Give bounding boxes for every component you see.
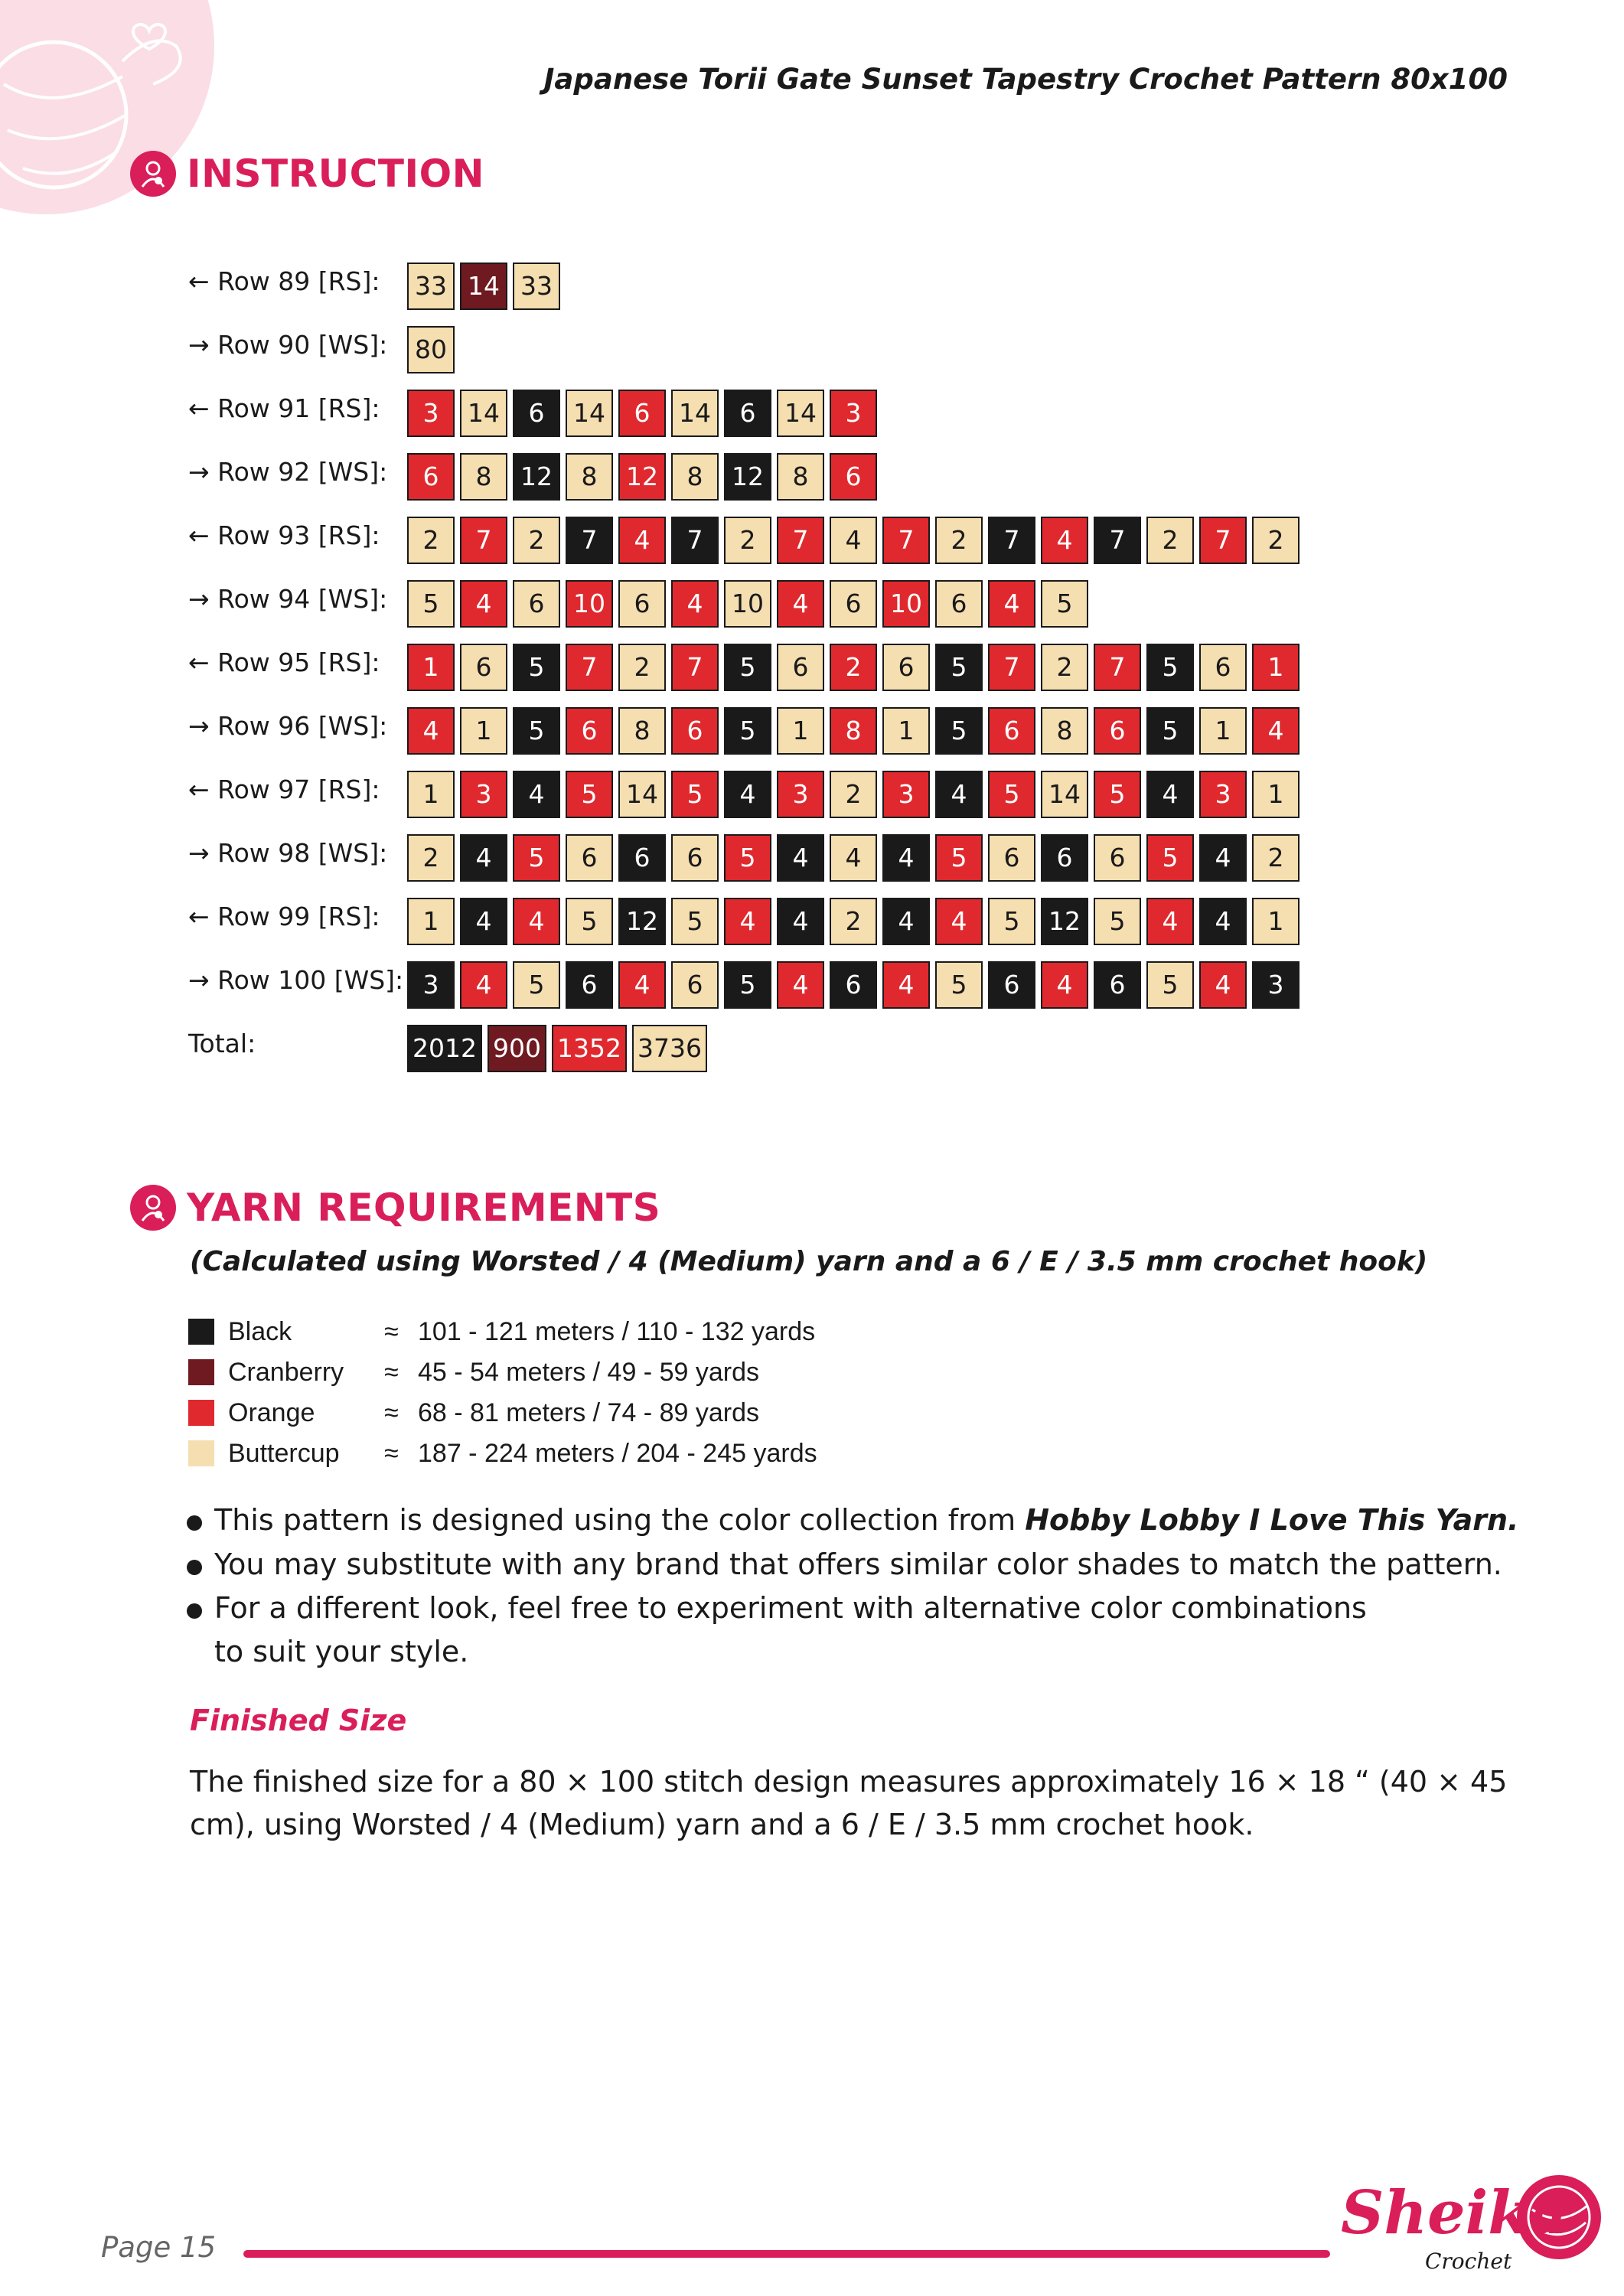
- stitch-cell-black: 12: [618, 898, 666, 945]
- yarn-color-name: Black: [228, 1317, 292, 1346]
- note-text: For a different look, feel free to experiment with alternative color combinations to suit your style.: [214, 1591, 1367, 1668]
- stitch-cell-buttercup: 6: [671, 834, 719, 882]
- stitch-cell-black: 6: [566, 961, 613, 1009]
- stitch-cell-orange: 5: [1146, 834, 1194, 882]
- stitch-cell-orange: 6: [830, 453, 877, 501]
- stitch-cell-orange: 1352: [552, 1025, 627, 1072]
- stitch-cell-orange: 7: [882, 517, 930, 564]
- stitch-cell-orange: 4: [1146, 898, 1194, 945]
- stitch-cell-buttercup: 2: [935, 517, 983, 564]
- yarn-amount: 68 - 81 meters / 74 - 89 yards: [418, 1398, 759, 1427]
- stitch-cell-orange: 3: [777, 771, 824, 818]
- stitch-cell-buttercup: 14: [460, 390, 507, 437]
- instruction-heading: [130, 151, 484, 197]
- stitch-cell-buttercup: 5: [407, 580, 455, 628]
- stitch-cell-orange: 4: [988, 580, 1035, 628]
- stitch-cell-buttercup: 14: [618, 771, 666, 818]
- stitch-cell-buttercup: 1: [460, 707, 507, 755]
- stitch-cell-buttercup: 6: [935, 580, 983, 628]
- stitch-cell-buttercup: 2: [407, 517, 455, 564]
- stitch-cell-orange: 1: [1252, 644, 1300, 691]
- crochet-person-icon: [130, 151, 176, 197]
- stitch-cell-orange: 2: [830, 644, 877, 691]
- approx-symbol: ≈: [384, 1317, 399, 1346]
- stitch-cell-black: 5: [724, 707, 771, 755]
- stitch-cell-buttercup: 5: [671, 898, 719, 945]
- stitch-cell-black: 4: [882, 898, 930, 945]
- stitch-cell-orange: 4: [777, 961, 824, 1009]
- stitch-cell-black: 4: [1146, 771, 1194, 818]
- stitch-cell-buttercup: 1: [407, 771, 455, 818]
- stitch-cell-orange: 7: [566, 644, 613, 691]
- finished-size-text: The finished size for a 80 × 100 stitch design measures approximately 16 × 18 “ (40 × 45 cm), using Worsted / 4 (Medium) yarn and a 6 / E / 3.5 mm crochet hook.: [190, 1765, 1508, 1841]
- stitch-cell-buttercup: 14: [566, 390, 613, 437]
- stitch-cell-buttercup: 6: [618, 580, 666, 628]
- stitch-cell-buttercup: 6: [1199, 644, 1247, 691]
- stitch-cell-buttercup: 1: [1199, 707, 1247, 755]
- stitch-cell-buttercup: 6: [513, 580, 560, 628]
- stitch-cell-orange: 4: [1041, 517, 1088, 564]
- stitch-cell-buttercup: 5: [1146, 961, 1194, 1009]
- stitch-cell-buttercup: 5: [566, 898, 613, 945]
- stitch-cell-cranberry: 14: [460, 263, 507, 310]
- yarn-item: [188, 1313, 877, 1353]
- stitch-cell-buttercup: 14: [777, 390, 824, 437]
- row-label: ← Row 97 [RS]:: [188, 775, 380, 804]
- stitch-cells: [407, 1025, 707, 1072]
- stitch-cell-buttercup: 2: [1252, 834, 1300, 882]
- stitch-cell-buttercup: 8: [777, 453, 824, 501]
- stitch-cell-buttercup: 80: [407, 326, 455, 373]
- stitch-cell-black: 5: [724, 961, 771, 1009]
- stitch-cell-buttercup: 2: [830, 898, 877, 945]
- stitch-cell-buttercup: 1: [407, 898, 455, 945]
- stitch-cells: [407, 390, 877, 437]
- stitch-cell-buttercup: 6: [988, 834, 1035, 882]
- stitch-cell-orange: 7: [988, 644, 1035, 691]
- yarn-item: [188, 1354, 877, 1394]
- stitch-cell-black: 6: [724, 390, 771, 437]
- stitch-cell-black: 7: [671, 517, 719, 564]
- stitch-cell-buttercup: 3736: [632, 1025, 707, 1072]
- stitch-cell-black: 3: [407, 961, 455, 1009]
- stitch-cell-orange: 3: [882, 771, 930, 818]
- stitch-cell-buttercup: 6: [777, 644, 824, 691]
- stitch-cells: [407, 517, 1300, 564]
- stitch-cell-buttercup: 6: [1094, 834, 1141, 882]
- stitch-cell-buttercup: 1: [1252, 898, 1300, 945]
- stitch-cell-orange: 4: [618, 961, 666, 1009]
- stitch-cell-black: 3: [1252, 961, 1300, 1009]
- stitch-cells: [407, 580, 1088, 628]
- stitch-cell-black: 4: [777, 898, 824, 945]
- stitch-cell-black: 7: [566, 517, 613, 564]
- stitch-cell-buttercup: 2: [1146, 517, 1194, 564]
- stitch-cell-orange: 4: [460, 961, 507, 1009]
- stitch-cell-orange: 10: [882, 580, 930, 628]
- stitch-cell-orange: 4: [407, 707, 455, 755]
- stitch-cell-buttercup: 5: [988, 898, 1035, 945]
- stitch-cell-buttercup: 8: [566, 453, 613, 501]
- color-swatch: [188, 1400, 214, 1426]
- stitch-cell-buttercup: 8: [671, 453, 719, 501]
- stitch-cell-orange: 7: [1199, 517, 1247, 564]
- notes-list: [184, 1499, 1531, 1674]
- brand-name: Sheika: [1341, 2178, 1568, 2248]
- brand-subtitle: Crochet: [1425, 2249, 1512, 2274]
- yarn-item: [188, 1435, 877, 1475]
- row-label: ← Row 99 [RS]:: [188, 902, 380, 931]
- stitch-cell-black: 4: [882, 834, 930, 882]
- stitch-cell-black: 5: [513, 707, 560, 755]
- note-item: [184, 1543, 1531, 1587]
- stitch-cell-buttercup: 5: [1041, 580, 1088, 628]
- stitch-cell-black: 4: [1199, 834, 1247, 882]
- stitch-cell-buttercup: 1: [1252, 771, 1300, 818]
- stitch-cell-orange: 3: [460, 771, 507, 818]
- yarn-color-name: Orange: [228, 1398, 315, 1427]
- stitch-cells: [407, 898, 1300, 945]
- stitch-cell-orange: 4: [1199, 961, 1247, 1009]
- crochet-person-icon: [130, 1185, 176, 1231]
- yarn-amount: 45 - 54 meters / 49 - 59 yards: [418, 1358, 759, 1387]
- stitch-cell-black: 5: [724, 644, 771, 691]
- stitch-cells: [407, 453, 877, 501]
- stitch-cell-black: 12: [724, 453, 771, 501]
- stitch-cell-orange: 5: [566, 771, 613, 818]
- stitch-cell-black: 6: [513, 390, 560, 437]
- stitch-cell-orange: 4: [935, 898, 983, 945]
- stitch-cell-black: 7: [1094, 517, 1141, 564]
- row-label: → Row 92 [WS]:: [188, 457, 388, 487]
- color-swatch: [188, 1319, 214, 1345]
- stitch-cell-black: 12: [513, 453, 560, 501]
- stitch-cells: [407, 834, 1300, 882]
- row-label: → Row 96 [WS]:: [188, 711, 388, 741]
- stitch-cell-orange: 7: [1094, 644, 1141, 691]
- stitch-cell-buttercup: 6: [460, 644, 507, 691]
- note-item: [184, 1587, 1378, 1674]
- document-title: Japanese Torii Gate Sunset Tapestry Crochet Pattern 80x100: [543, 63, 1508, 96]
- stitch-cell-orange: 6: [671, 707, 719, 755]
- stitch-cell-black: 7: [988, 517, 1035, 564]
- stitch-cell-black: 4: [513, 771, 560, 818]
- stitch-cell-buttercup: 8: [1041, 707, 1088, 755]
- stitch-cell-orange: 4: [1252, 707, 1300, 755]
- stitch-cell-buttercup: 6: [882, 644, 930, 691]
- stitch-cell-orange: 3: [1199, 771, 1247, 818]
- row-label: ← Row 95 [RS]:: [188, 647, 380, 677]
- color-swatch: [188, 1440, 214, 1466]
- stitch-cell-black: 4: [724, 771, 771, 818]
- yarn-requirements-heading: [130, 1185, 660, 1231]
- stitch-cell-orange: 3: [830, 390, 877, 437]
- stitch-cell-orange: 7: [777, 517, 824, 564]
- stitch-cell-orange: 4: [618, 517, 666, 564]
- note-text: You may substitute with any brand that offers similar color shades to match the pattern.: [214, 1548, 1502, 1581]
- yarn-color-name: Buttercup: [228, 1439, 340, 1468]
- note-item: [184, 1499, 1531, 1542]
- stitch-cell-buttercup: 2: [1041, 644, 1088, 691]
- stitch-cell-buttercup: 5: [935, 961, 983, 1009]
- row-label: ← Row 93 [RS]:: [188, 520, 380, 550]
- page-number: Page 15: [101, 2231, 217, 2264]
- stitch-cell-black: 2012: [407, 1025, 482, 1072]
- stitch-cell-orange: 6: [1094, 707, 1141, 755]
- stitch-cell-buttercup: 2: [1252, 517, 1300, 564]
- stitch-cells: [407, 644, 1300, 691]
- stitch-cell-black: 6: [618, 834, 666, 882]
- stitch-cell-black: 5: [513, 644, 560, 691]
- yarn-amount: 187 - 224 meters / 204 - 245 yards: [418, 1439, 817, 1468]
- row-label: ← Row 89 [RS]:: [188, 266, 380, 296]
- stitch-cell-black: 6: [830, 961, 877, 1009]
- stitch-cell-buttercup: 4: [830, 517, 877, 564]
- approx-symbol: ≈: [384, 1398, 399, 1427]
- footer-divider: [243, 2250, 1330, 2258]
- stitch-cell-buttercup: 4: [830, 834, 877, 882]
- stitch-cell-buttercup: 10: [724, 580, 771, 628]
- stitch-cell-black: 5: [1146, 707, 1194, 755]
- color-swatch: [188, 1359, 214, 1385]
- stitch-cell-orange: 5: [671, 771, 719, 818]
- approx-symbol: ≈: [384, 1358, 399, 1387]
- stitch-cell-orange: 5: [988, 771, 1035, 818]
- stitch-cell-orange: 6: [407, 453, 455, 501]
- stitch-cell-buttercup: 2: [830, 771, 877, 818]
- stitch-cell-orange: 4: [1041, 961, 1088, 1009]
- stitch-cell-orange: 5: [724, 834, 771, 882]
- stitch-cell-buttercup: 8: [460, 453, 507, 501]
- stitch-cell-orange: 4: [777, 580, 824, 628]
- stitch-cell-orange: 4: [882, 961, 930, 1009]
- stitch-cell-orange: 5: [513, 834, 560, 882]
- stitch-cell-black: 6: [988, 961, 1035, 1009]
- stitch-cell-orange: 6: [618, 390, 666, 437]
- stitch-cell-cranberry: 900: [488, 1025, 546, 1072]
- stitch-cell-black: 5: [935, 707, 983, 755]
- stitch-cell-black: 6: [1094, 961, 1141, 1009]
- stitch-cell-orange: 7: [671, 644, 719, 691]
- stitch-cell-orange: 1: [407, 644, 455, 691]
- approx-symbol: ≈: [384, 1439, 399, 1468]
- note-text: This pattern is designed using the color collection from: [214, 1503, 1026, 1537]
- stitch-cell-buttercup: 1: [777, 707, 824, 755]
- stitch-cell-buttercup: 33: [513, 263, 560, 310]
- row-label: → Row 90 [WS]:: [188, 330, 388, 360]
- yarn-brand-name: Hobby Lobby I Love This Yarn.: [1025, 1503, 1519, 1537]
- stitch-cell-orange: 12: [618, 453, 666, 501]
- stitch-cell-black: 4: [1199, 898, 1247, 945]
- row-label: Total:: [188, 1029, 256, 1058]
- stitch-cell-buttercup: 2: [618, 644, 666, 691]
- stitch-cell-buttercup: 1: [882, 707, 930, 755]
- stitch-cell-orange: 4: [724, 898, 771, 945]
- yarn-color-name: Cranberry: [228, 1358, 344, 1387]
- row-label: → Row 98 [WS]:: [188, 838, 388, 868]
- stitch-cells: [407, 263, 560, 310]
- stitch-cell-buttercup: 2: [724, 517, 771, 564]
- stitch-cell-orange: 3: [407, 390, 455, 437]
- stitch-cell-black: 12: [1041, 898, 1088, 945]
- stitch-cell-buttercup: 2: [407, 834, 455, 882]
- stitch-cell-orange: 4: [671, 580, 719, 628]
- stitch-cell-orange: 7: [460, 517, 507, 564]
- stitch-cell-buttercup: 5: [513, 961, 560, 1009]
- yarn-calculation-note: (Calculated using Worsted / 4 (Medium) yarn and a 6 / E / 3.5 mm crochet hook): [190, 1246, 1428, 1277]
- stitch-cell-orange: 8: [830, 707, 877, 755]
- stitch-cell-orange: 4: [460, 580, 507, 628]
- stitch-cell-orange: 5: [935, 834, 983, 882]
- stitch-cell-black: 4: [777, 834, 824, 882]
- row-label: → Row 100 [WS]:: [188, 965, 404, 995]
- stitch-cell-black: 4: [460, 834, 507, 882]
- stitch-cell-orange: 5: [1094, 771, 1141, 818]
- stitch-cells: [407, 961, 1300, 1009]
- instruction-heading-text: INSTRUCTION: [187, 152, 484, 196]
- stitch-cell-buttercup: 14: [1041, 771, 1088, 818]
- stitch-cell-buttercup: 6: [830, 580, 877, 628]
- stitch-cell-buttercup: 6: [566, 834, 613, 882]
- stitch-cell-buttercup: 5: [1094, 898, 1141, 945]
- row-label: → Row 94 [WS]:: [188, 584, 388, 614]
- stitch-cells: [407, 326, 455, 373]
- stitch-cells: [407, 707, 1300, 755]
- stitch-cell-buttercup: 8: [618, 707, 666, 755]
- stitch-cell-black: 5: [1146, 644, 1194, 691]
- stitch-cell-orange: 6: [988, 707, 1035, 755]
- yarn-item: [188, 1394, 877, 1434]
- stitch-cell-buttercup: 2: [513, 517, 560, 564]
- stitch-cell-black: 4: [460, 898, 507, 945]
- stitch-cell-buttercup: 14: [671, 390, 719, 437]
- stitch-cell-buttercup: 33: [407, 263, 455, 310]
- stitch-cell-black: 5: [935, 644, 983, 691]
- row-label: ← Row 91 [RS]:: [188, 393, 380, 423]
- stitch-cell-orange: 10: [566, 580, 613, 628]
- stitch-cell-black: 6: [1041, 834, 1088, 882]
- yarn-amount: 101 - 121 meters / 110 - 132 yards: [418, 1317, 816, 1346]
- yarn-requirements-heading-text: YARN REQUIREMENTS: [187, 1186, 661, 1230]
- finished-size-heading: Finished Size: [190, 1704, 407, 1737]
- stitch-cell-orange: 6: [566, 707, 613, 755]
- stitch-cells: [407, 771, 1300, 818]
- stitch-cell-orange: 4: [513, 898, 560, 945]
- brand-logo: [1339, 2172, 1609, 2279]
- stitch-cell-black: 4: [935, 771, 983, 818]
- stitch-cell-buttercup: 6: [671, 961, 719, 1009]
